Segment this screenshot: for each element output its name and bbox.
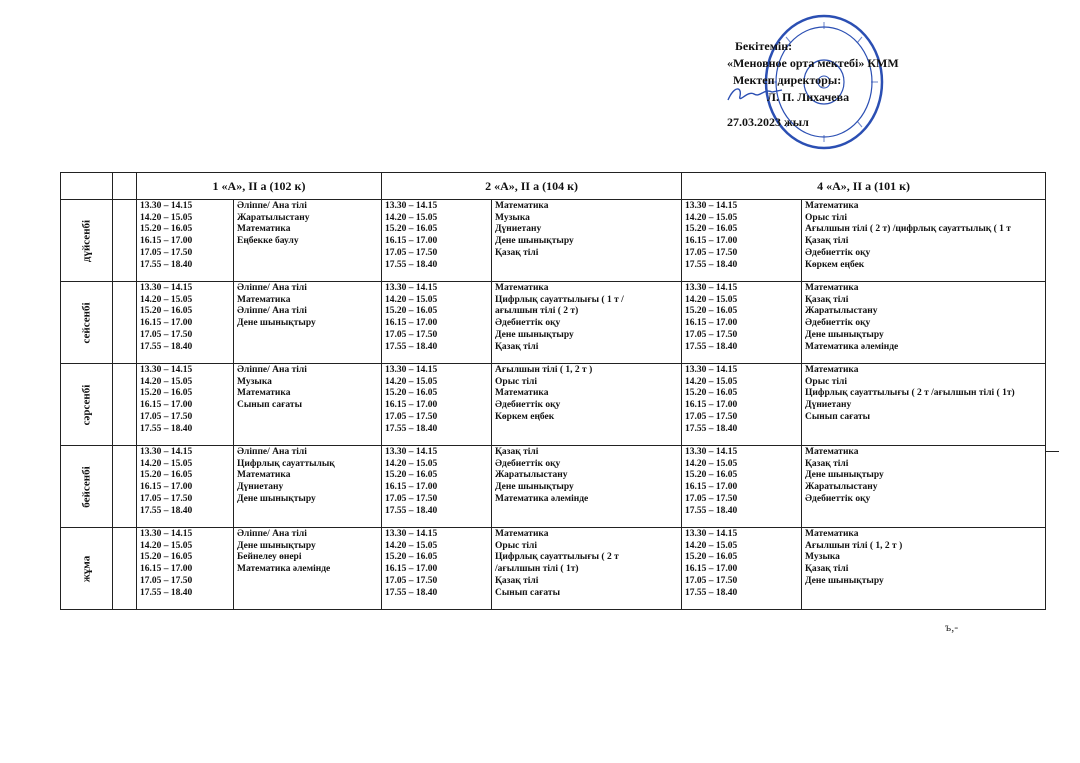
time-slot: 13.30 – 14.15 bbox=[140, 447, 193, 457]
empty-cell bbox=[113, 446, 137, 528]
time-slot: 16.15 – 17.00 bbox=[685, 400, 738, 411]
empty-cell bbox=[113, 200, 137, 282]
day-label: дүйсенбі bbox=[80, 219, 93, 262]
subject-item: /ағылшын тілі ( 1т) bbox=[495, 564, 579, 575]
subject-item: Қазақ тілі bbox=[805, 458, 849, 469]
subjects-cell bbox=[234, 200, 382, 282]
time-cell bbox=[137, 528, 234, 610]
subject-item: Ағылшын тілі ( 2 т) /цифрлық сауаттылық ( 1 т bbox=[805, 224, 1011, 235]
time-slot: 13.30 – 14.15 bbox=[685, 283, 738, 293]
time-slot: 17.55 – 18.40 bbox=[140, 341, 193, 352]
time-slot: 17.55 – 18.40 bbox=[685, 587, 738, 598]
time-slot: 13.30 – 14.15 bbox=[140, 529, 193, 539]
time-slot: 17.55 – 18.40 bbox=[685, 341, 738, 352]
day-cell bbox=[61, 364, 113, 446]
subject-item: Дене шынықтыру bbox=[495, 236, 574, 247]
subject-item: Сынып сағаты bbox=[237, 400, 303, 411]
subject-item: Сынып сағаты bbox=[805, 411, 871, 422]
time-cell bbox=[382, 364, 492, 446]
subject-item: Қазақ тілі bbox=[495, 247, 539, 258]
subject-item: Сынып сағаты bbox=[495, 587, 561, 598]
subject-item: Цифрлық сауаттылық bbox=[237, 458, 335, 469]
time-slot: 17.05 – 17.50 bbox=[685, 411, 738, 422]
time-cell bbox=[682, 446, 802, 528]
subject-item: Қазақ тілі bbox=[495, 341, 539, 352]
time-slot: 15.20 – 16.05 bbox=[385, 224, 438, 235]
day-label: сәрсенбі bbox=[80, 384, 93, 425]
school-name: «Меновное орта мектебі» КММ bbox=[727, 56, 899, 70]
day-cell bbox=[61, 282, 113, 364]
subject-item: Көркем еңбек bbox=[495, 411, 555, 422]
time-slot: 13.30 – 14.15 bbox=[685, 529, 738, 539]
subject-item: Әдебиеттік оқу bbox=[495, 400, 561, 411]
schedule-table bbox=[60, 172, 1046, 610]
time-slot: 17.55 – 18.40 bbox=[140, 259, 193, 270]
time-slot: 15.20 – 16.05 bbox=[385, 306, 438, 317]
subject-item: Математика әлемінде bbox=[805, 341, 899, 352]
time-slot: 17.55 – 18.40 bbox=[140, 587, 193, 598]
time-slot: 16.15 – 17.00 bbox=[140, 400, 193, 411]
subjects-cell bbox=[492, 282, 682, 364]
subjects-cell bbox=[234, 364, 382, 446]
time-slot: 17.55 – 18.40 bbox=[685, 505, 738, 516]
time-cell bbox=[682, 364, 802, 446]
time-slot: 16.15 – 17.00 bbox=[385, 564, 438, 575]
time-slot: 16.15 – 17.00 bbox=[140, 236, 193, 247]
subject-item: Әдебиеттік оқу bbox=[495, 318, 561, 329]
time-slot: 15.20 – 16.05 bbox=[385, 388, 438, 399]
subject-item: Дене шынықтыру bbox=[805, 329, 884, 340]
time-slot: 15.20 – 16.05 bbox=[385, 470, 438, 481]
time-slot: 13.30 – 14.15 bbox=[385, 283, 438, 293]
subject-item: Әдебиеттік оқу bbox=[805, 493, 871, 504]
subject-item: Дүниетану bbox=[495, 224, 542, 235]
subject-item: Әліппе/ Ана тілі bbox=[237, 365, 307, 375]
subject-item: Әдебиеттік оқу bbox=[805, 247, 871, 258]
time-cell bbox=[382, 200, 492, 282]
time-slot: 14.20 – 15.05 bbox=[685, 376, 738, 387]
time-slot: 14.20 – 15.05 bbox=[685, 212, 738, 223]
time-slot: 14.20 – 15.05 bbox=[685, 294, 738, 305]
time-slot: 17.55 – 18.40 bbox=[140, 505, 193, 516]
class-header-2: 2 «А», II а (104 к) bbox=[382, 173, 682, 200]
time-slot: 17.05 – 17.50 bbox=[685, 329, 738, 340]
subjects-cell bbox=[802, 364, 1046, 446]
header-empty-cell bbox=[113, 173, 137, 200]
time-slot: 15.20 – 16.05 bbox=[685, 224, 738, 235]
subject-item: Дүниетану bbox=[805, 400, 852, 411]
time-slot: 17.05 – 17.50 bbox=[685, 493, 738, 504]
director-name: Л. П. Лихачева bbox=[767, 90, 850, 104]
time-slot: 14.20 – 15.05 bbox=[385, 294, 438, 305]
time-cell bbox=[682, 528, 802, 610]
time-slot: 14.20 – 15.05 bbox=[385, 376, 438, 387]
subject-item: Ағылшын тілі ( 1, 2 т ) bbox=[495, 365, 593, 375]
subject-item: Қазақ тілі bbox=[495, 447, 539, 457]
time-slot: 13.30 – 14.15 bbox=[685, 447, 738, 457]
subject-item: Математика bbox=[805, 365, 859, 375]
subject-item: Қазақ тілі bbox=[805, 236, 849, 247]
subject-item: Математика bbox=[805, 529, 859, 539]
time-slot: 14.20 – 15.05 bbox=[385, 458, 438, 469]
day-cell bbox=[61, 200, 113, 282]
subject-item: Орыс тілі bbox=[495, 376, 537, 387]
subject-item: Ағылшын тілі ( 1, 2 т ) bbox=[805, 540, 903, 551]
time-slot: 15.20 – 16.05 bbox=[140, 552, 193, 563]
subject-item: Музыка bbox=[495, 212, 530, 223]
time-slot: 16.15 – 17.00 bbox=[385, 236, 438, 247]
time-slot: 13.30 – 14.15 bbox=[385, 529, 438, 539]
time-slot: 17.05 – 17.50 bbox=[685, 247, 738, 258]
time-cell bbox=[137, 200, 234, 282]
subject-item: Дене шынықтыру bbox=[805, 470, 884, 481]
subject-item: Математика әлемінде bbox=[237, 564, 331, 575]
stray-mark: ъ,- bbox=[945, 620, 959, 634]
subject-item: Дене шынықтыру bbox=[805, 575, 884, 586]
time-slot: 17.05 – 17.50 bbox=[140, 329, 193, 340]
time-slot: 17.55 – 18.40 bbox=[685, 259, 738, 270]
time-slot: 13.30 – 14.15 bbox=[685, 365, 738, 375]
time-cell bbox=[137, 446, 234, 528]
time-slot: 17.55 – 18.40 bbox=[385, 259, 438, 270]
time-cell bbox=[382, 282, 492, 364]
time-slot: 15.20 – 16.05 bbox=[685, 306, 738, 317]
subjects-cell bbox=[802, 282, 1046, 364]
subject-item: Жаратылыстану bbox=[495, 470, 568, 481]
time-slot: 15.20 – 16.05 bbox=[685, 388, 738, 399]
subject-item: Дене шынықтыру bbox=[237, 540, 316, 551]
subject-item: Цифрлық сауаттылығы ( 2 т bbox=[495, 552, 619, 563]
subject-item: Дүниетану bbox=[237, 482, 284, 493]
subject-item: Музыка bbox=[237, 376, 272, 387]
time-slot: 17.05 – 17.50 bbox=[685, 575, 738, 586]
subject-item: Орыс тілі bbox=[495, 540, 537, 551]
time-slot: 16.15 – 17.00 bbox=[685, 318, 738, 329]
time-slot: 16.15 – 17.00 bbox=[140, 564, 193, 575]
time-slot: 17.05 – 17.50 bbox=[140, 247, 193, 258]
time-cell bbox=[137, 282, 234, 364]
time-cell bbox=[682, 200, 802, 282]
time-cell bbox=[682, 282, 802, 364]
subject-item: Әліппе/ Ана тілі bbox=[237, 306, 307, 317]
subject-item: Математика bbox=[495, 201, 549, 211]
time-cell bbox=[382, 446, 492, 528]
day-cell bbox=[61, 446, 113, 528]
time-slot: 15.20 – 16.05 bbox=[385, 552, 438, 563]
subjects-cell bbox=[492, 364, 682, 446]
time-slot: 16.15 – 17.00 bbox=[685, 564, 738, 575]
time-slot: 17.55 – 18.40 bbox=[385, 505, 438, 516]
empty-cell bbox=[113, 364, 137, 446]
subjects-cell bbox=[492, 528, 682, 610]
class-header-1: 1 «А», II а (102 к) bbox=[137, 173, 382, 200]
empty-cell bbox=[113, 528, 137, 610]
day-row bbox=[61, 446, 1046, 528]
subject-item: Жаратылыстану bbox=[805, 306, 878, 317]
subject-item: Математика bbox=[805, 283, 859, 293]
time-slot: 13.30 – 14.15 bbox=[140, 365, 193, 375]
day-row bbox=[61, 364, 1046, 446]
time-slot: 16.15 – 17.00 bbox=[385, 482, 438, 493]
time-slot: 13.30 – 14.15 bbox=[385, 365, 438, 375]
subject-item: Қазақ тілі bbox=[805, 564, 849, 575]
subject-item: Дене шынықтыру bbox=[237, 493, 316, 504]
time-slot: 14.20 – 15.05 bbox=[685, 458, 738, 469]
time-slot: 13.30 – 14.15 bbox=[685, 201, 738, 211]
time-slot: 15.20 – 16.05 bbox=[685, 552, 738, 563]
time-slot: 16.15 – 17.00 bbox=[140, 482, 193, 493]
time-slot: 13.30 – 14.15 bbox=[385, 447, 438, 457]
subject-item: Цифрлық сауаттылығы ( 1 т / bbox=[495, 294, 624, 305]
subject-item: Математика bbox=[805, 201, 859, 211]
subject-item: Қазақ тілі bbox=[805, 294, 849, 305]
time-slot: 16.15 – 17.00 bbox=[685, 482, 738, 493]
day-row bbox=[61, 200, 1046, 282]
time-slot: 17.05 – 17.50 bbox=[140, 493, 193, 504]
subjects-cell bbox=[802, 446, 1046, 528]
subject-item: Математика bbox=[495, 388, 549, 399]
approval-title: Бекітемін: bbox=[735, 39, 793, 53]
subject-item: Орыс тілі bbox=[805, 376, 847, 387]
subject-item: Қазақ тілі bbox=[495, 575, 539, 586]
subject-item: Математика bbox=[237, 470, 291, 481]
time-slot: 14.20 – 15.05 bbox=[140, 458, 193, 469]
time-slot: 14.20 – 15.05 bbox=[140, 212, 193, 223]
subjects-cell bbox=[234, 528, 382, 610]
subject-item: Цифрлық сауаттылығы ( 2 т /ағылшын тілі ( 1т) bbox=[805, 388, 1015, 399]
time-cell bbox=[137, 364, 234, 446]
time-slot: 15.20 – 16.05 bbox=[140, 470, 193, 481]
subjects-cell bbox=[492, 200, 682, 282]
time-slot: 15.20 – 16.05 bbox=[140, 388, 193, 399]
time-slot: 17.55 – 18.40 bbox=[385, 423, 438, 434]
subjects-cell bbox=[802, 200, 1046, 282]
day-row bbox=[61, 528, 1046, 610]
time-slot: 14.20 – 15.05 bbox=[140, 294, 193, 305]
time-slot: 15.20 – 16.05 bbox=[140, 306, 193, 317]
time-slot: 17.05 – 17.50 bbox=[385, 329, 438, 340]
time-slot: 17.05 – 17.50 bbox=[140, 575, 193, 586]
subjects-cell bbox=[234, 446, 382, 528]
header-row bbox=[61, 173, 1046, 200]
subjects-cell bbox=[234, 282, 382, 364]
subject-item: ағылшын тілі ( 2 т) bbox=[495, 306, 579, 317]
empty-cell bbox=[113, 282, 137, 364]
subject-item: Жаратылыстану bbox=[805, 482, 878, 493]
time-cell bbox=[382, 528, 492, 610]
time-slot: 17.55 – 18.40 bbox=[385, 341, 438, 352]
subject-item: Көркем еңбек bbox=[805, 259, 865, 270]
approval-date: 27.03.2023 жыл bbox=[727, 115, 809, 129]
header-empty-cell bbox=[61, 173, 113, 200]
time-slot: 14.20 – 15.05 bbox=[385, 540, 438, 551]
subject-item: Еңбекке баулу bbox=[237, 236, 299, 247]
subject-item: Музыка bbox=[805, 552, 840, 563]
subject-item: Әдебиеттік оқу bbox=[805, 318, 871, 329]
time-slot: 16.15 – 17.00 bbox=[385, 318, 438, 329]
time-slot: 17.05 – 17.50 bbox=[385, 493, 438, 504]
subject-item: Әліппе/ Ана тілі bbox=[237, 201, 307, 211]
time-slot: 14.20 – 15.05 bbox=[140, 376, 193, 387]
time-slot: 16.15 – 17.00 bbox=[385, 400, 438, 411]
time-slot: 16.15 – 17.00 bbox=[140, 318, 193, 329]
stray-line bbox=[1045, 451, 1059, 452]
day-label: жұма bbox=[80, 555, 93, 582]
subject-item: Әліппе/ Ана тілі bbox=[237, 283, 307, 293]
time-slot: 15.20 – 16.05 bbox=[140, 224, 193, 235]
director-position: Мектеп директоры: bbox=[733, 73, 842, 87]
time-slot: 13.30 – 14.15 bbox=[140, 201, 193, 211]
subject-item: Математика bbox=[495, 529, 549, 539]
time-slot: 14.20 – 15.05 bbox=[685, 540, 738, 551]
time-slot: 17.05 – 17.50 bbox=[385, 247, 438, 258]
subject-item: Орыс тілі bbox=[805, 212, 847, 223]
day-cell bbox=[61, 528, 113, 610]
subject-item: Әліппе/ Ана тілі bbox=[237, 447, 307, 457]
subject-item: Бейнелеу өнері bbox=[237, 552, 302, 563]
subjects-cell bbox=[802, 528, 1046, 610]
day-label: сейсенбі bbox=[80, 301, 93, 344]
time-slot: 14.20 – 15.05 bbox=[385, 212, 438, 223]
day-row bbox=[61, 282, 1046, 364]
subject-item: Әліппе/ Ана тілі bbox=[237, 529, 307, 539]
class-header-3: 4 «А», II а (101 к) bbox=[682, 173, 1046, 200]
subject-item: Әдебиеттік оқу bbox=[495, 458, 561, 469]
time-slot: 17.05 – 17.50 bbox=[385, 575, 438, 586]
time-slot: 17.55 – 18.40 bbox=[385, 587, 438, 598]
time-slot: 15.20 – 16.05 bbox=[685, 470, 738, 481]
subject-item: Дене шынықтыру bbox=[495, 329, 574, 340]
subject-item: Математика bbox=[805, 447, 859, 457]
subject-item: Математика bbox=[237, 224, 291, 235]
subject-item: Математика bbox=[237, 388, 291, 399]
time-slot: 16.15 – 17.00 bbox=[685, 236, 738, 247]
time-slot: 17.55 – 18.40 bbox=[685, 423, 738, 434]
time-slot: 13.30 – 14.15 bbox=[140, 283, 193, 293]
subject-item: Жаратылыстану bbox=[237, 212, 310, 223]
time-slot: 14.20 – 15.05 bbox=[140, 540, 193, 551]
subjects-cell bbox=[492, 446, 682, 528]
subject-item: Дене шынықтыру bbox=[237, 318, 316, 329]
time-slot: 17.05 – 17.50 bbox=[140, 411, 193, 422]
subject-item: Математика bbox=[237, 294, 291, 305]
approval-block bbox=[727, 38, 899, 131]
time-slot: 17.55 – 18.40 bbox=[140, 423, 193, 434]
time-slot: 17.05 – 17.50 bbox=[385, 411, 438, 422]
day-label: бейсенбі bbox=[80, 465, 93, 508]
subject-item: Математика bbox=[495, 283, 549, 293]
subject-item: Математика әлемінде bbox=[495, 493, 589, 504]
time-slot: 13.30 – 14.15 bbox=[385, 201, 438, 211]
subject-item: Дене шынықтыру bbox=[495, 482, 574, 493]
